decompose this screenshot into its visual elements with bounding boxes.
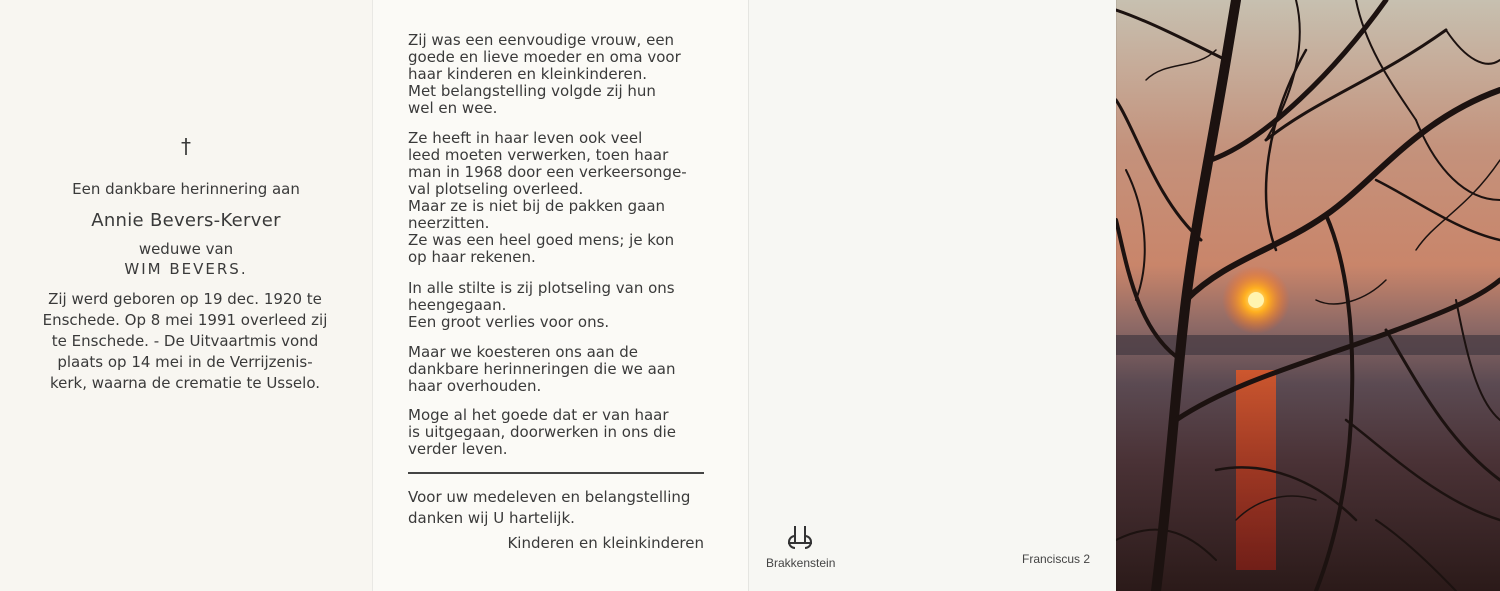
biography-text: Zij werd geboren op 19 dec. 1920 te Enschede. Op 8 mei 1991 overleed zij te Enschede. - De Uitvaartmis vond plaats op 14 mei in de Verrijzenis- kerk, waarna de crematie te Usselo. — [42, 290, 328, 392]
paragraph: Ze heeft in haar leven ook veel leed moeten verwerken, toen haar man in 1968 door een verkeersonge- val plotseling overleed. Maar ze is niet bij de pakken gaan neerzitten. Ze was een heel goed mens; je kon op haar rekenen. — [408, 129, 687, 266]
series-label: Franciscus 2 — [1022, 552, 1091, 566]
fold-line — [748, 0, 749, 591]
paragraph: In alle stilte is zij plotseling van ons heengegaan. Een groot verlies voor ons. — [408, 279, 675, 331]
paragraph: Maar we koesteren ons aan de dankbare herinneringen die we aan haar overhouden. — [408, 343, 676, 395]
thanks-text: Voor uw medeleven en belangstelling danken wij U hartelijk. — [408, 488, 691, 527]
fold-line — [1116, 0, 1117, 591]
photo-panel — [1116, 0, 1500, 591]
fold-line — [372, 0, 373, 591]
front-panel — [0, 0, 372, 591]
divider-line — [408, 472, 704, 474]
back-panel — [748, 0, 1116, 591]
sunset-through-branches-photo — [1116, 0, 1500, 591]
husband-name: WIM BEVERS. — [124, 260, 248, 278]
cross-symbol: † — [181, 134, 191, 158]
widow-label: weduwe van — [138, 240, 234, 258]
brakkenstein-logo-icon — [784, 522, 816, 554]
paragraph: Zij was een eenvoudige vrouw, een goede en lieve moeder en oma voor haar kinderen en kleinkinderen. Met belangstelling volgde zij hun wel en wee. — [408, 31, 681, 117]
sun — [1248, 292, 1264, 308]
publisher-name: Brakkenstein — [766, 556, 836, 570]
intro-text: Een dankbare herinnering aan — [72, 180, 300, 198]
deceased-name: Annie Bevers-Kerver — [91, 210, 281, 231]
paragraph: Moge al het goede dat er van haar is uitgegaan, doorwerken in ons die verder leven. — [408, 406, 676, 458]
signature-text: Kinderen en kleinkinderen — [507, 534, 704, 552]
